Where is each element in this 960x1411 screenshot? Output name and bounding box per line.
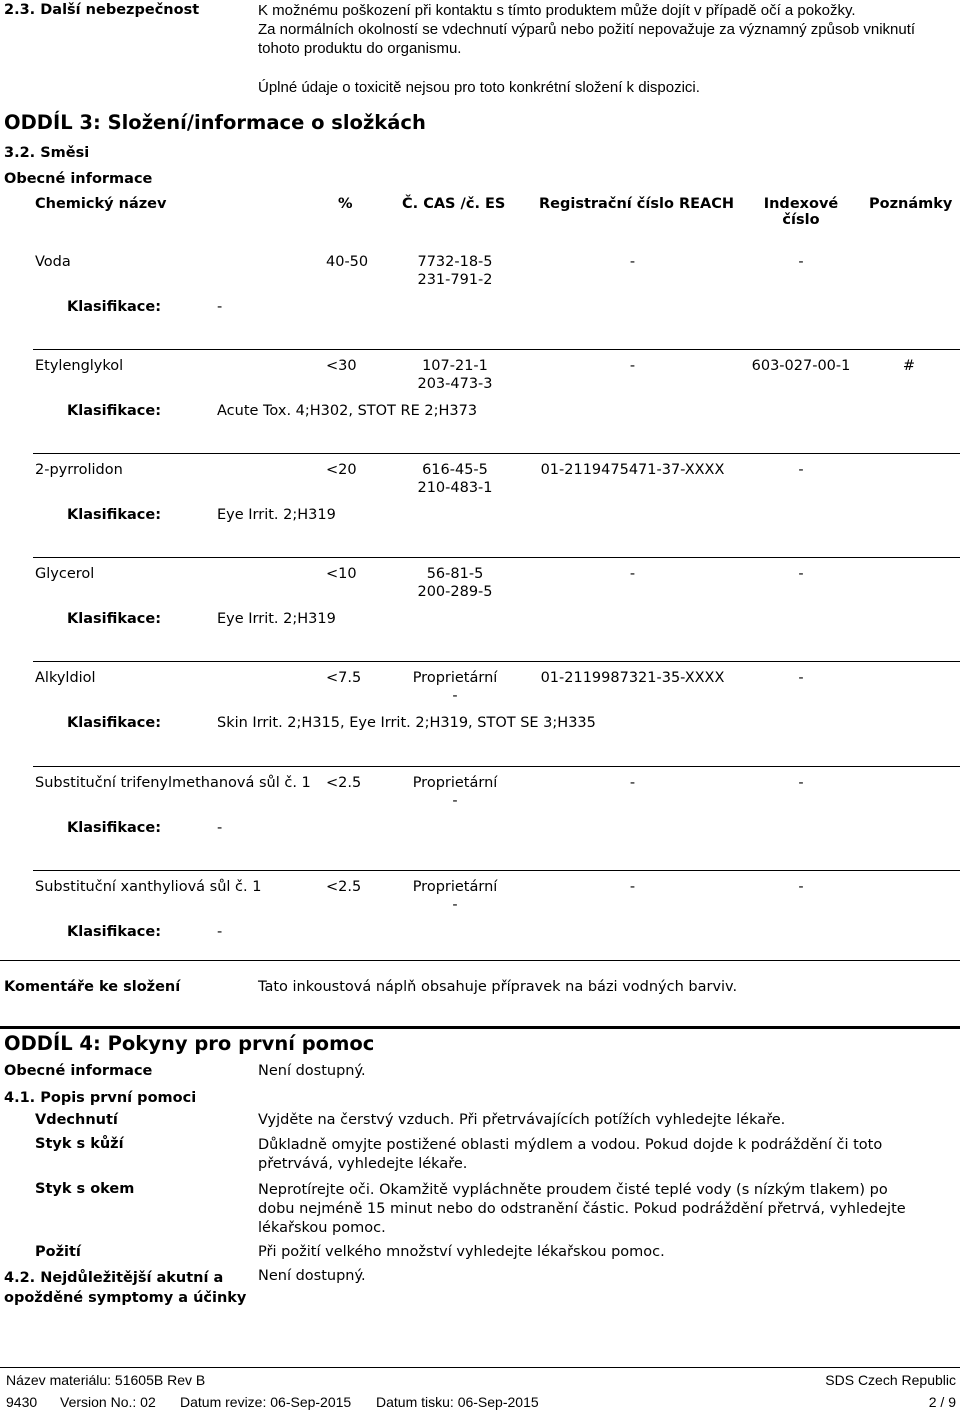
general-info-label: Obecné informace: [4, 171, 153, 187]
section-divider: [0, 960, 960, 961]
row-divider: [33, 453, 960, 454]
row-percent: <30: [326, 358, 357, 374]
row-cas: Proprietární -: [412, 670, 498, 704]
footer-rule: [0, 1367, 960, 1368]
footer-version: Version No.: 02: [60, 1394, 156, 1410]
header-notes: Poznámky: [869, 196, 953, 212]
classification-value: Eye Irrit. 2;H319: [217, 507, 336, 523]
row-divider: [33, 557, 960, 558]
row-name: Glycerol: [35, 566, 95, 582]
header-reach: Registrační číslo REACH: [539, 196, 735, 212]
footer-page-number: 2 / 9: [928, 1394, 956, 1410]
row-cas: Proprietární -: [412, 879, 498, 913]
row-index: -: [798, 879, 804, 895]
row-index: -: [798, 462, 804, 478]
row-index: 603-027-00-1: [751, 358, 851, 374]
row-cas: Proprietární -: [412, 775, 498, 809]
hazard-text-line-1: K možnému poškození při kontaktu s tímto produktem může dojít v případě očí a pokožky.: [258, 2, 856, 19]
row-cas: 616-45-5 210-483-1: [417, 462, 493, 496]
row-index: -: [798, 566, 804, 582]
row-cas: 107-21-1 203-473-3: [417, 358, 493, 392]
classification-label: Klasifikace:: [67, 403, 161, 419]
row-reach: -: [629, 566, 636, 582]
row-reach: 01-2119475471-37-XXXX: [540, 462, 725, 478]
section-4-title: ODDÍL 4: Pokyny pro první pomoc: [4, 1032, 375, 1055]
section-4-top-rule: [0, 1026, 960, 1029]
header-percent: %: [338, 196, 353, 212]
row-name: Substituční trifenylmethanová sůl č. 1: [35, 775, 311, 791]
row-reach: -: [629, 775, 636, 791]
row-divider: [33, 870, 960, 871]
hazard-text-line-2: Za normálních okolností se vdechnutí výparů nebo požití nepovažuje za významný způsob vniknutí: [258, 21, 916, 38]
row-divider: [33, 766, 960, 767]
row-name: Alkyldiol: [35, 670, 96, 686]
section-4-1-label: 4.1. Popis první pomoci: [4, 1090, 197, 1106]
row-name: 2-pyrrolidon: [35, 462, 123, 478]
ingestion-text: Při požití velkého množství vyhledejte lékařskou pomoc.: [258, 1244, 665, 1260]
toxicity-note: Úplné údaje o toxicitě nejsou pro toto konkrétní složení k dispozici.: [258, 79, 700, 96]
section-3-2-label: 3.2. Směsi: [4, 145, 90, 161]
row-cas: 7732-18-5 231-791-2: [417, 254, 493, 288]
section-4-2-value: Není dostupný.: [258, 1268, 366, 1284]
classification-label: Klasifikace:: [67, 611, 161, 627]
footer-code: 9430: [6, 1394, 38, 1410]
header-index: Indexové číslo: [763, 196, 839, 228]
row-percent: <2.5: [326, 879, 362, 895]
section-2-3-label: 2.3. Další nebezpečnost: [4, 2, 200, 18]
general-info-label: Obecné informace: [4, 1063, 153, 1079]
row-notes: #: [902, 358, 916, 374]
footer-revision-date: Datum revize: 06-Sep-2015: [180, 1394, 352, 1410]
row-percent: <2.5: [326, 775, 362, 791]
footer-print-date: Datum tisku: 06-Sep-2015: [376, 1394, 539, 1410]
section-3-title: ODDÍL 3: Složení/informace o složkách: [4, 111, 426, 134]
row-index: -: [798, 775, 804, 791]
classification-label: Klasifikace:: [67, 715, 161, 731]
classification-value: -: [217, 820, 223, 836]
row-name: Voda: [35, 254, 71, 270]
skin-contact-label: Styk s kůží: [35, 1136, 124, 1152]
hazard-text-line-3: tohoto produktu do organismu.: [258, 40, 462, 57]
classification-label: Klasifikace:: [67, 507, 161, 523]
row-reach: -: [629, 879, 636, 895]
classification-value: -: [217, 924, 223, 940]
row-percent: <7.5: [326, 670, 362, 686]
row-index: -: [798, 254, 804, 270]
row-cas: 56-81-5 200-289-5: [417, 566, 493, 600]
row-percent: 40-50: [326, 254, 369, 270]
row-name: Etylenglykol: [35, 358, 124, 374]
row-percent: <20: [326, 462, 357, 478]
row-reach: -: [629, 254, 636, 270]
classification-label: Klasifikace:: [67, 820, 161, 836]
row-reach: -: [629, 358, 636, 374]
row-index: -: [798, 670, 804, 686]
classification-value: Skin Irrit. 2;H315, Eye Irrit. 2;H319, STOT SE 3;H335: [217, 715, 596, 731]
classification-label: Klasifikace:: [67, 299, 161, 315]
general-info-value: Není dostupný.: [258, 1063, 366, 1079]
classification-label: Klasifikace:: [67, 924, 161, 940]
classification-value: -: [217, 299, 223, 315]
classification-value: Eye Irrit. 2;H319: [217, 611, 336, 627]
eye-contact-text: Neprotírejte oči. Okamžitě vypláchněte proudem čisté teplé vody (s nízkým tlakem) po dobu nejméně 15 minut nebo do odstranění částic. Pokud podráždění přetrvá, vyhledejte lékařskou pomoc.: [258, 1182, 906, 1236]
composition-comment: Tato inkoustová náplň obsahuje přípravek na bázi vodných barviv.: [258, 979, 738, 995]
footer-material: Název materiálu: 51605B Rev B: [6, 1372, 206, 1388]
inhalation-text: Vyjděte na čerstvý vzduch. Při přetrvávajících potížích vyhledejte lékaře.: [258, 1112, 786, 1128]
ingestion-label: Požití: [35, 1244, 81, 1260]
header-chemical-name: Chemický název: [35, 196, 167, 212]
inhalation-label: Vdechnutí: [35, 1112, 118, 1128]
row-name: Substituční xanthyliová sůl č. 1: [35, 879, 262, 895]
footer-country: SDS Czech Republic: [825, 1372, 956, 1388]
classification-value: Acute Tox. 4;H302, STOT RE 2;H373: [217, 403, 478, 419]
section-4-2-label: 4.2. Nejdůležitější akutní a opožděné symptomy a účinky: [4, 1270, 247, 1306]
eye-contact-label: Styk s okem: [35, 1181, 135, 1197]
composition-comment-label: Komentáře ke složení: [4, 979, 181, 995]
header-cas: Č. CAS /č. ES: [402, 196, 506, 212]
row-reach: 01-2119987321-35-XXXX: [540, 670, 725, 686]
row-percent: <10: [326, 566, 357, 582]
skin-contact-text: Důkladně omyjte postižené oblasti mýdlem a vodou. Pokud dojde k podráždění či toto přetrvává, vyhledejte lékaře.: [258, 1137, 883, 1172]
row-divider: [33, 661, 960, 662]
row-divider: [33, 349, 960, 350]
